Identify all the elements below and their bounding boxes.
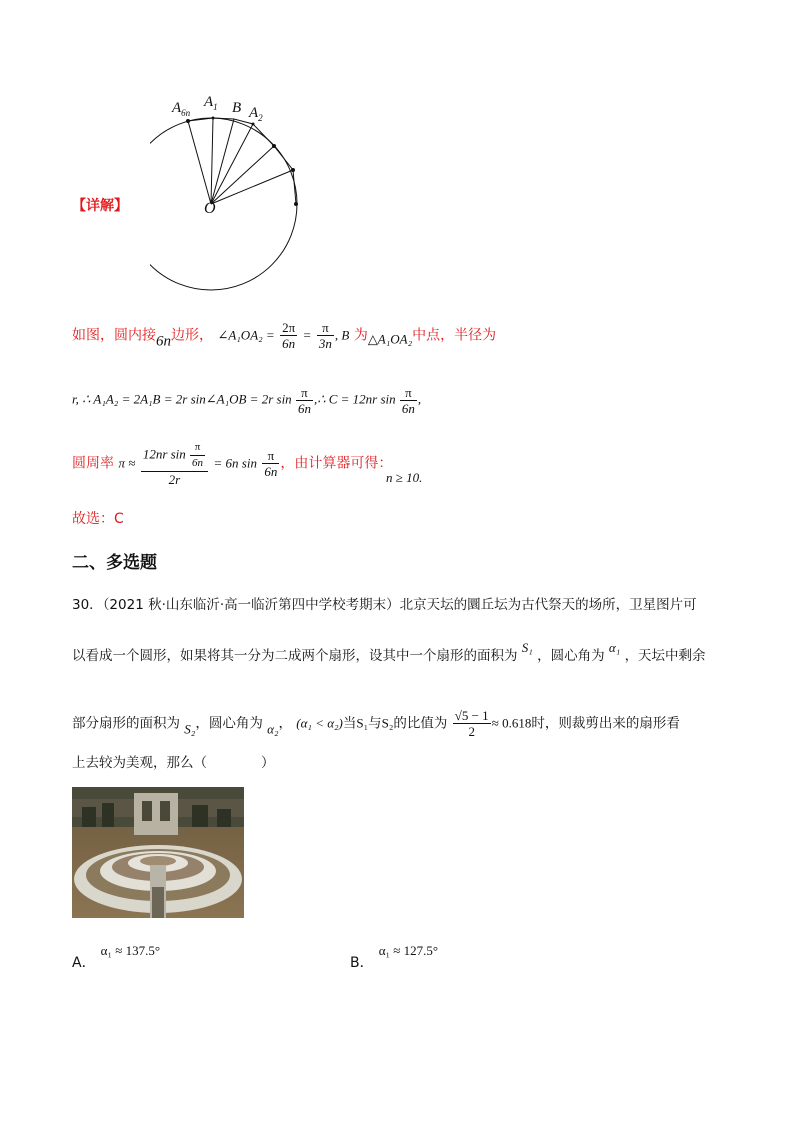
- solution-line3: 圆周率 π ≈ 12nr sin $\frac{\pi}{6n}$ 2r = 6n sin $\frac{\pi}{6n}$ ，由计算器可得：: [72, 441, 393, 487]
- label-O: O: [204, 200, 216, 217]
- label-B: B: [232, 100, 242, 116]
- label-A2: $A_2$: [249, 105, 263, 123]
- solution-line2: r, ∴ A₁A₂ = 2A₁B = 2r sin∠A₁OB = 2r sin $\frac{\pi}{6n}$ ,∴ C = 12nr sin $\frac{\pi}{6n}$ ,: [72, 385, 422, 416]
- question-line4: 上去较为美观，那么（ ）: [72, 755, 275, 771]
- option-A[interactable]: A． α₁ ≈ 137.5°: [72, 943, 161, 971]
- question-line1: 30．（2021 秋·山东临沂·高一临沂第四中学校考期末）北京天坛的圜丘坛为古代祭天的场所，卫星图片可: [72, 597, 697, 613]
- question-line3: 部分扇形的面积为 S₂，圆心角为 α₂， (α₁ < α₂)当S₁与S₂的比值为 $\frac{√5 - 1}{2}$ ≈ 0.618时，则裁剪出来的扇形看: [72, 708, 680, 739]
- question-line2: 以看成一个圆形，如果将其一分为二成两个扇形，设其中一个扇形的面积为 S₁ ，圆心角为 α₁ ，天坛中剩余: [72, 640, 706, 664]
- vertex-dots: [186, 117, 298, 207]
- solution-line1: 如图，圆内接6n边形， ∠A₁OA₂ = $\frac{2\pi}{6n}$ = $\frac{\pi}{3n}$ , B 为△A₁OA₂中点，半径为: [72, 320, 497, 351]
- radii: [188, 118, 293, 204]
- section-title: 二、多选题: [72, 553, 157, 573]
- label-A6n: $A_{6n}$: [172, 100, 191, 118]
- option-B[interactable]: B． α₁ ≈ 127.5°: [350, 943, 439, 971]
- solution-result: n ≥ 10.: [386, 470, 423, 485]
- circumscribed-circle: [150, 118, 297, 290]
- circle-figure: [150, 90, 320, 300]
- temple-of-heaven-photo: [72, 787, 244, 918]
- solution-answer: 故选：C: [72, 511, 124, 527]
- solution-tag: 【详解】: [72, 198, 128, 214]
- label-A1: $A_1$: [204, 94, 218, 112]
